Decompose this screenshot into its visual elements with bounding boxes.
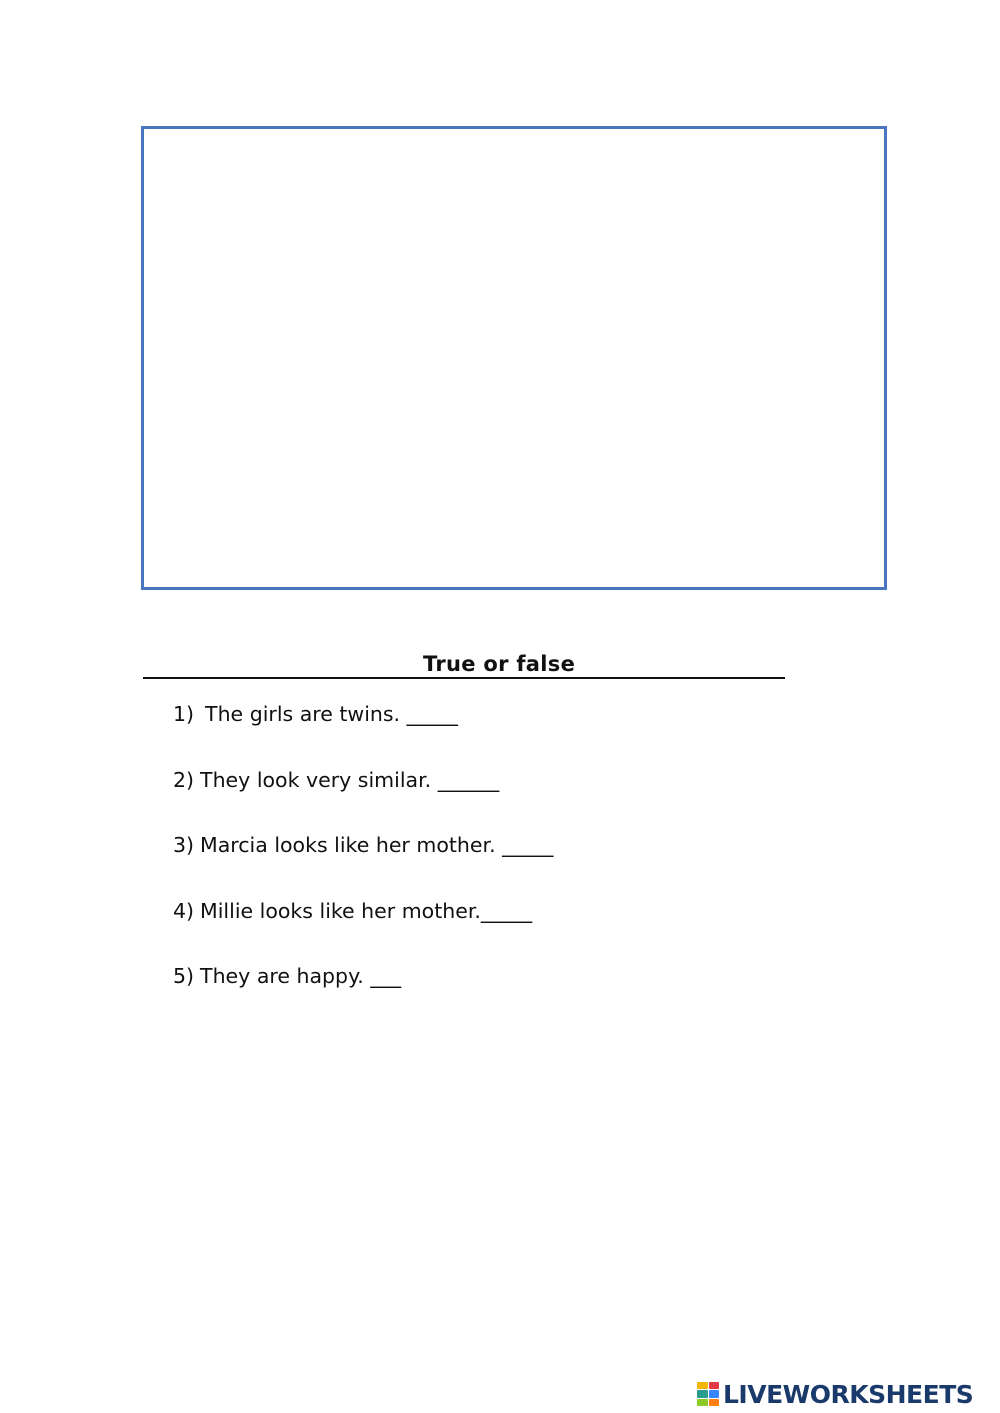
logo-block bbox=[709, 1382, 720, 1389]
question-list bbox=[173, 701, 553, 1029]
question-text: Millie looks like her mother._____ bbox=[200, 898, 533, 923]
question-item bbox=[173, 898, 553, 964]
logo-block bbox=[697, 1390, 708, 1397]
logo-block bbox=[697, 1399, 708, 1406]
logo-block bbox=[709, 1390, 720, 1397]
question-text: They look very similar. ______ bbox=[200, 767, 500, 792]
logo-block bbox=[709, 1399, 720, 1406]
question-number: 2) bbox=[173, 767, 195, 792]
question-text: Marcia looks like her mother. _____ bbox=[200, 833, 554, 857]
question-number: 4) bbox=[173, 898, 195, 923]
logo-block bbox=[697, 1382, 708, 1389]
liveworksheets-logo-icon bbox=[697, 1382, 719, 1406]
question-number: 5) bbox=[173, 964, 195, 988]
brand-name: LIVEWORKSHEETS bbox=[723, 1379, 974, 1409]
question-number: 3) bbox=[173, 833, 195, 857]
question-item bbox=[173, 963, 553, 1029]
picture-frame bbox=[141, 126, 887, 590]
question-text: They are happy. ___ bbox=[200, 964, 402, 988]
question-text: The girls are twins. _____ bbox=[205, 702, 458, 726]
question-item bbox=[173, 701, 553, 767]
question-item bbox=[173, 832, 553, 898]
liveworksheets-logo bbox=[697, 1378, 973, 1410]
question-number: 1) bbox=[173, 702, 195, 726]
section-heading: True or false bbox=[423, 652, 576, 676]
section-heading-row bbox=[143, 650, 785, 679]
question-item bbox=[173, 767, 553, 833]
